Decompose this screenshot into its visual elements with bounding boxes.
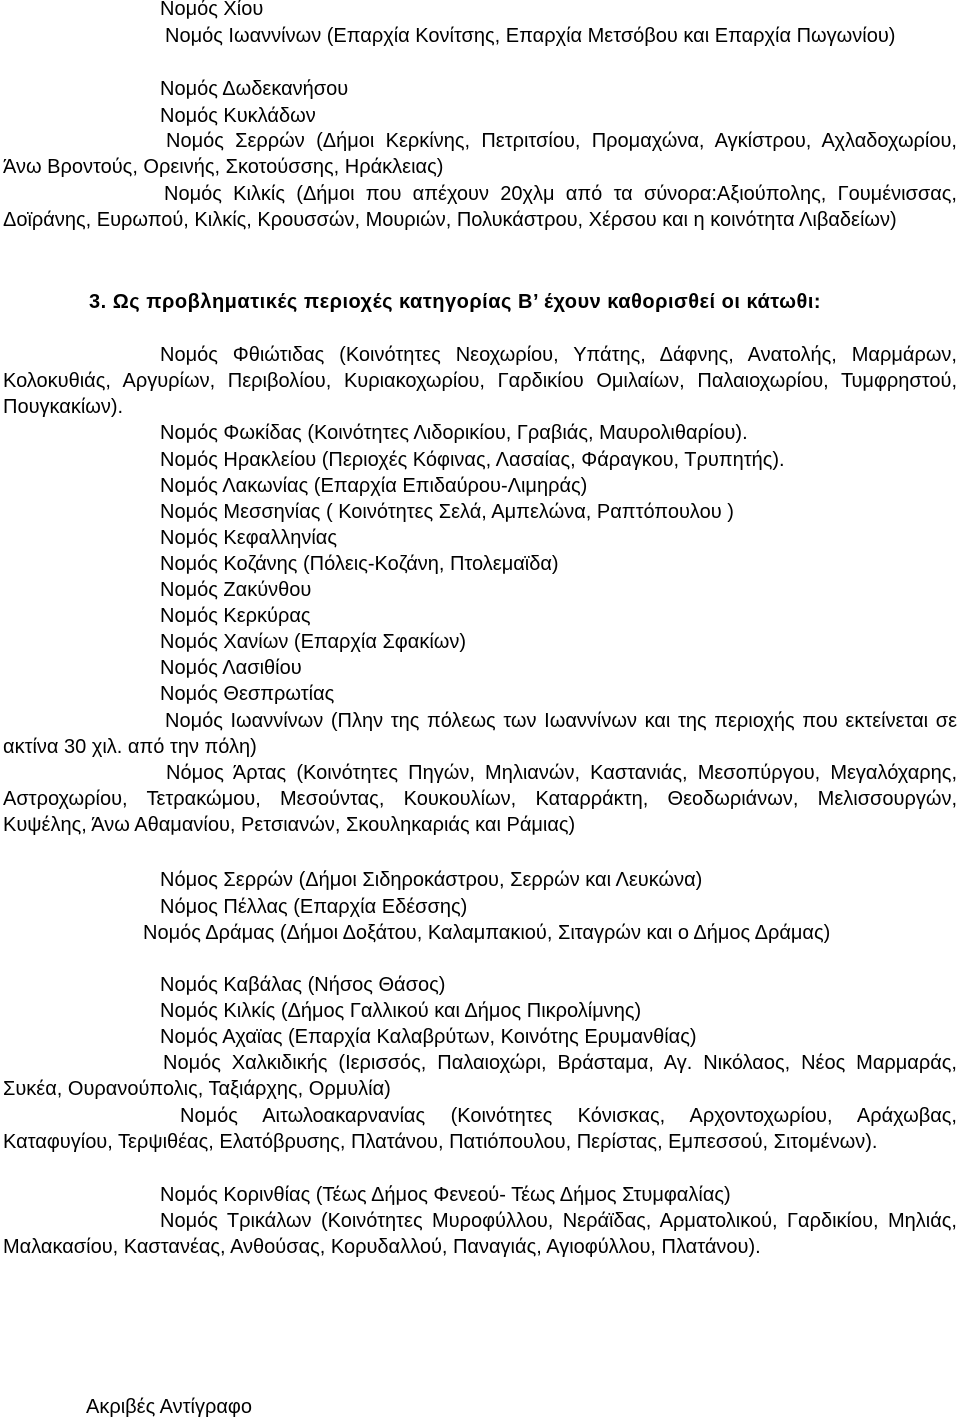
list-item: Νομός Χαλκιδικής (Ιερισσός, Παλαιοχώρι, Βράσταμα, Αγ. Νικόλαος, Νέος Μαρμαράς, Συκέα, Ουρανούπολις, Ταξιάρχης, Ορμυλία) [3,1052,957,1100]
list-item: Νομός Τρικάλων (Κοινότητες Μυροφύλλου, Νεράϊδας, Αρματολικού, Γαρδικίου, Μηλιάς, Μαλακασίου, Καστανέας, Ανθούσας, Κορυδαλλού, Παναγιάς, Αγιοφύλλου, Πλατάνου). [3,1210,957,1258]
list-item: Νομός Κορινθίας (Τέως Δήμος Φενεού- Τέως Δήμος Στυμφαλίας) [160,1184,731,1206]
list-item: Νομός Δράμας (Δήμοι Δοξάτου, Καλαμπακιού, Σιταγρών και ο Δήμος Δράμας) [143,922,831,944]
list-item: Νομός Φθιώτιδας (Κοινότητες Νεοχωρίου, Υπάτης, Δάφνης, Ανατολής, Μαρμάρων, Κολοκυθιάς, Αργυρίων, Περιβολίου, Κυριακοχωρίου, Γαρδικίου Ομιλαίων, Παλαιοχωρίου, Τυμφρηστού, Πουγκακίων). [3,344,957,418]
list-item: Νόμος Πέλλας (Επαρχία Εδέσσης) [160,896,468,918]
list-item: Νομός Κυκλάδων [160,105,316,127]
list-item: Νομός Κιλκίς (Δήμοι που απέχουν 20χλμ από τα σύνορα:Αξιούπολης, Γουμένισσας, Δοϊράνης, Ευρωπού, Κιλκίς, Κρουσσών, Μουριών, Πολυκάστρου, Χέρσου και η κοινότητα Λιβαδείων) [3,183,957,231]
list-item: Νομός Μεσσηνίας ( Κοινότητες Σελά, Αμπελώνα, Ραπτόπουλου ) [160,501,734,523]
list-item: Νομός Ηρακλείου (Περιοχές Κόφινας, Λασαίας, Φάραγκου, Τρυπητής). [160,449,785,471]
list-item: Νόμος Σερρών (Δήμοι Σιδηροκάστρου, Σερρών και Λευκώνα) [160,869,703,891]
list-item: Νομός Θεσπρωτίας [160,683,335,705]
list-item: Νομός Φωκίδας (Κοινότητες Λιδορικίου, Γραβιάς, Μαυρολιθαρίου). [160,422,748,444]
list-item: Νομός Καβάλας (Νήσος Θάσος) [160,974,446,996]
list-item: Νομός Αιτωλοακαρνανίας (Κοινότητες Κόνισκας, Αρχοντοχωρίου, Αράχωβας, Καταφυγίου, Τερψιθέας, Ελατόβρυσης, Πλατάνου, Πατιόπουλου, Περίστας, Εμπεσσού, Σιτομένων). [3,1105,957,1153]
list-item: Νομός Χίου [160,0,264,20]
list-item: Νομός Λακωνίας (Επαρχία Επιδαύρου-Λιμηράς) [160,475,588,497]
list-item: Νομός Σερρών (Δήμοι Κερκίνης, Πετριτσίου, Προμαχώνα, Αγκίστρου, Αχλαδοχωρίου, Άνω Βροντούς, Ορεινής, Σκοτούσσης, Ηράκλειας) [3,130,957,178]
list-item: Νομός Αχαϊας (Επαρχία Καλαβρύτων, Κοινότης Ερυμανθίας) [160,1026,697,1048]
list-item: Νομός Κιλκίς (Δήμος Γαλλικού και Δήμος Πικρολίμνης) [160,1000,642,1022]
list-item: Νομός Ζακύνθου [160,579,312,601]
list-item: Νομός Κεφαλληνίας [160,527,337,549]
list-item: Νομός Κερκύρας [160,605,311,627]
list-item: Νομός Χανίων (Επαρχία Σφακίων) [160,631,467,653]
certified-copy-footer: Ακριβές Αντίγραφο [86,1396,253,1418]
list-item: Νομός Δωδεκανήσου [160,78,349,100]
list-item: Νομός Κοζάνης (Πόλεις-Κοζάνη, Πτολεμαϊδα) [160,553,559,575]
list-item: Νομός Λασιθίου [160,657,302,679]
list-item: Νομός Ιωαννίνων (Πλην της πόλεως των Ιωαννίνων και της περιοχής που εκτείνεται σε ακτίνα 30 χιλ. από την πόλη) [3,710,957,758]
list-item: Νόμος Άρτας (Κοινότητες Πηγών, Μηλιανών, Καστανιάς, Μεσοπύργου, Μεγαλόχαρης, Αστροχωρίου, Τετρακώμου, Μεσούντας, Κουκουλίων, Καταρράκτη, Θεοδωριάνων, Μελισσουργών, Κυψέλης, Άνω Αθαμανίου, Ρετσιανών, Σκουληκαριάς και Ράμιας) [3,762,957,836]
list-item: Νομός Ιωαννίνων (Επαρχία Κονίτσης, Επαρχία Μετσόβου και Επαρχία Πωγωνίου) [165,25,896,47]
section-heading: 3. Ως προβληματικές περιοχές κατηγορίας Β’ έχουν καθορισθεί οι κάτωθι: [89,291,822,313]
